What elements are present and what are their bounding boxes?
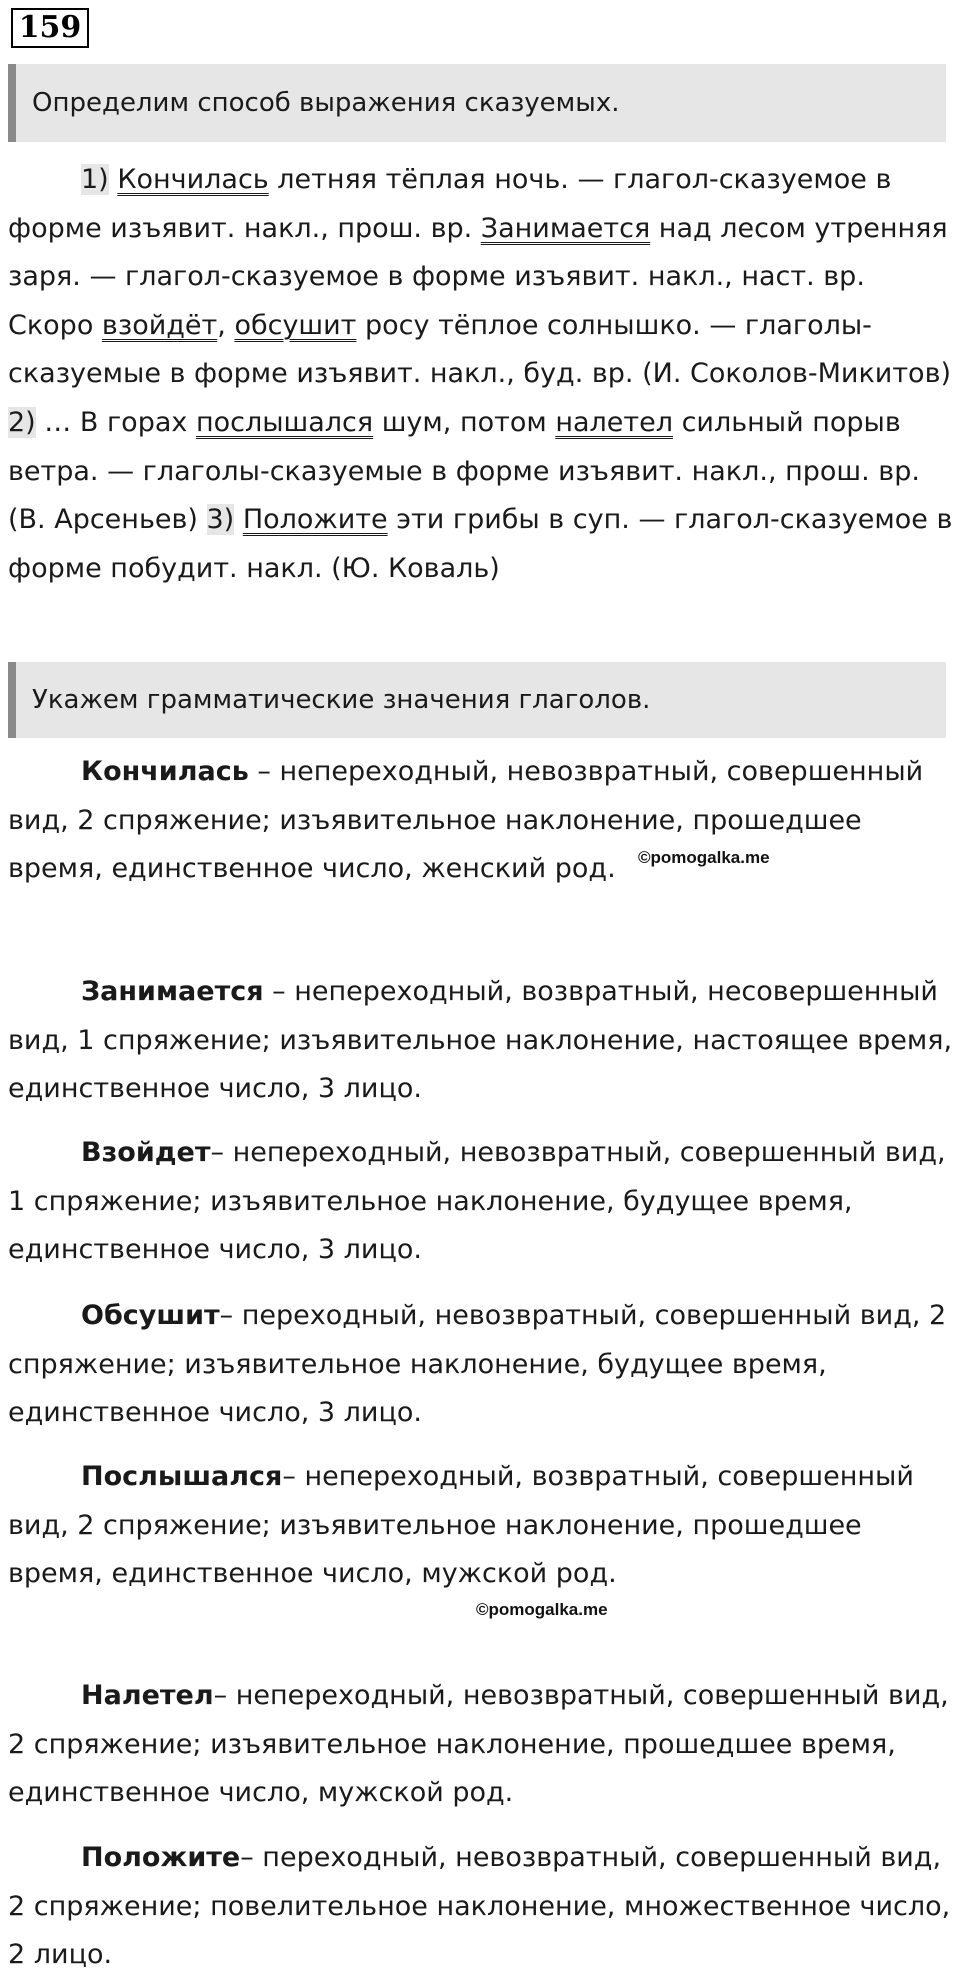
watermark: ©pomogalka.me bbox=[476, 1600, 608, 1619]
verb-term: Кончилась bbox=[81, 756, 249, 787]
verb-description-konchilas bbox=[8, 748, 958, 894]
verb-term: Положите bbox=[81, 1842, 241, 1873]
verb-desc: – переходный, невозвратный, совершенный вид, 2 спряжение; изъявительное наклонение, будущее время, единственное число, 3 лицо. bbox=[8, 1300, 947, 1429]
predicate-obsushit: обсушит bbox=[234, 309, 357, 341]
text-segment: летняя тёплая ночь. — глагол-сказуемое в форме изъявит. накл., прош. вр. bbox=[8, 164, 892, 244]
predicate-naletel: налетел bbox=[555, 406, 673, 438]
sentence-marker-1: 1) bbox=[81, 164, 109, 195]
verb-description-vzoydet bbox=[8, 1129, 958, 1275]
verb-desc: – непереходный, возвратный, несовершенный вид, 1 спряжение; изъявительное наклонение, настоящее время, единственное число, 3 лицо. bbox=[8, 976, 953, 1105]
verb-description-poslyshalsya bbox=[8, 1453, 958, 1599]
verb-term: Налетел bbox=[81, 1680, 214, 1711]
verb-description-zanimaetsya bbox=[8, 968, 958, 1114]
predicate-polozhite: Положите bbox=[242, 504, 388, 536]
predicate-zanimaetsya: Занимается bbox=[480, 212, 651, 244]
text-segment: росу тёплое солнышко. — глаголы-сказуемые в форме изъявит. накл., буд. вр. (И. Соколов-Микитов) bbox=[8, 309, 952, 390]
predicate-vzoydet: взойдёт bbox=[101, 309, 218, 341]
verb-term: Занимается bbox=[81, 976, 264, 1007]
text-segment: эти грибы в суп. — глагол-сказуемое в форме побудит. накл. (Ю. Коваль) bbox=[8, 504, 953, 584]
predicate-poslyshalsya: послышался bbox=[195, 406, 374, 438]
verb-desc: – непереходный, невозвратный, совершенный вид, 2 спряжение; изъявительное наклонение, прошедшее время, единственное число, женский род. bbox=[8, 756, 924, 885]
text-segment: над лесом утренняя заря. — глагол-сказуемое в форме изъявит. накл., наст. вр. Скоро bbox=[8, 212, 948, 341]
verb-desc: – непереходный, возвратный, совершенный вид, 2 спряжение; изъявительное наклонение, прошедшее время, единственное число, мужской род. bbox=[8, 1461, 914, 1590]
verb-description-naletel bbox=[8, 1672, 958, 1818]
verb-term: Обсушит bbox=[81, 1300, 220, 1331]
text-segment: сильный порыв ветра. — глаголы-сказуемые в форме изъявит. накл., прош. вр. (В. Арсеньев) bbox=[8, 406, 920, 536]
sentence-marker-2: 2) bbox=[8, 406, 36, 438]
text-segment bbox=[234, 504, 243, 535]
verb-description-polozhite bbox=[8, 1834, 958, 1980]
section-heading-grammar: Укажем грамматические значения глаголов. bbox=[8, 662, 946, 738]
verb-desc: – непереходный, невозвратный, совершенный вид, 1 спряжение; изъявительное наклонение, будущее время, единственное число, 3 лицо. bbox=[8, 1137, 946, 1266]
predicate-konchilas: Кончилась bbox=[117, 164, 269, 195]
verb-desc: – переходный, невозвратный, совершенный вид, 2 спряжение; повелительное наклонение, множественное число, 2 лицо. bbox=[8, 1842, 951, 1971]
watermark: ©pomogalka.me bbox=[638, 848, 770, 867]
section-heading-predicates: Определим способ выражения сказуемых. bbox=[8, 64, 946, 142]
task-number-box: 159 bbox=[11, 8, 89, 48]
text-segment: … В горах bbox=[35, 406, 196, 438]
text-segment: , bbox=[217, 309, 235, 341]
verb-description-obsushit bbox=[8, 1292, 958, 1438]
verb-term: Взойдет bbox=[81, 1137, 211, 1168]
text-segment: шум, потом bbox=[373, 406, 556, 438]
main-text-paragraph bbox=[8, 156, 958, 593]
sentence-marker-3: 3) bbox=[206, 504, 235, 536]
verb-desc: – непереходный, невозвратный, совершенный вид, 2 спряжение; изъявительное наклонение, прошедшее время, единственное число, мужской род. bbox=[8, 1680, 949, 1809]
verb-term: Послышался bbox=[81, 1461, 283, 1492]
